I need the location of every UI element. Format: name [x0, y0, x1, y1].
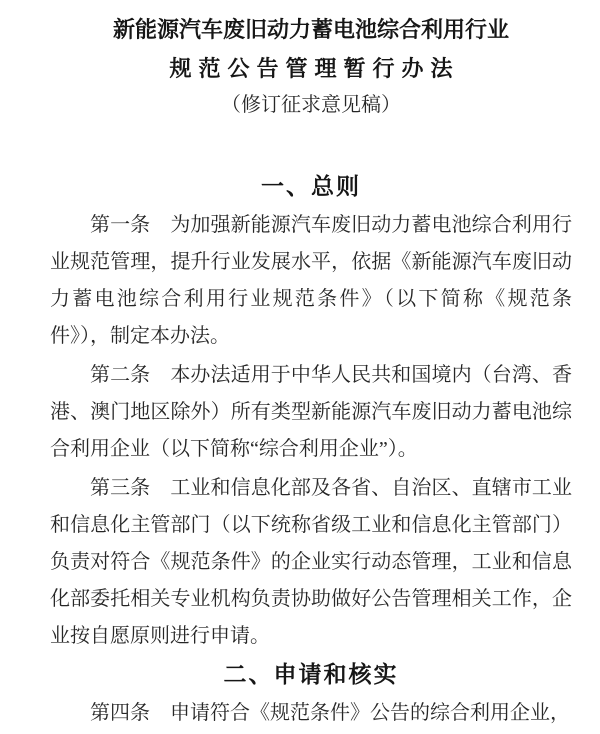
document-title-line-1: 新能源汽车废旧动力蓄电池综合利用行业	[112, 17, 509, 42]
document-subtitle-draft-note: （修订征求意见稿）	[221, 94, 401, 116]
paragraph-article-4: 第四条 申请符合《规范条件》公告的综合利用企业，	[90, 702, 570, 724]
paragraph-article-3: 第三条 工业和信息化部及各省、自治区、直辖市工业和信息化主管部门（以下统称省级工业和信息化主管部门）负责对符合《规范条件》的企业实行动态管理，工业和信息化部委托相关专业机构负责协助做好公告管理相关工作，企业按自愿原则进行申请。	[50, 477, 572, 647]
section-heading-general-provisions: 一、总则	[261, 173, 361, 199]
document-title-line-2: 规范公告管理暂行办法	[169, 56, 460, 81]
paragraph-article-1: 第一条 为加强新能源汽车废旧动力蓄电池综合利用行业规范管理，提升行业发展水平，依据《新能源汽车废旧动力蓄电池综合利用行业规范条件》（以下简称《规范条件》），制定本办法。	[50, 214, 572, 347]
section-heading-application-and-verification: 二、申请和核实	[223, 661, 399, 687]
document-title	[50, 10, 572, 88]
paragraph-article-2: 第二条 本办法适用于中华人民共和国境内（台湾、香港、澳门地区除外）所有类型新能源汽车废旧动力蓄电池综合利用企业（以下简称“综合利用企业”）。	[50, 364, 572, 460]
